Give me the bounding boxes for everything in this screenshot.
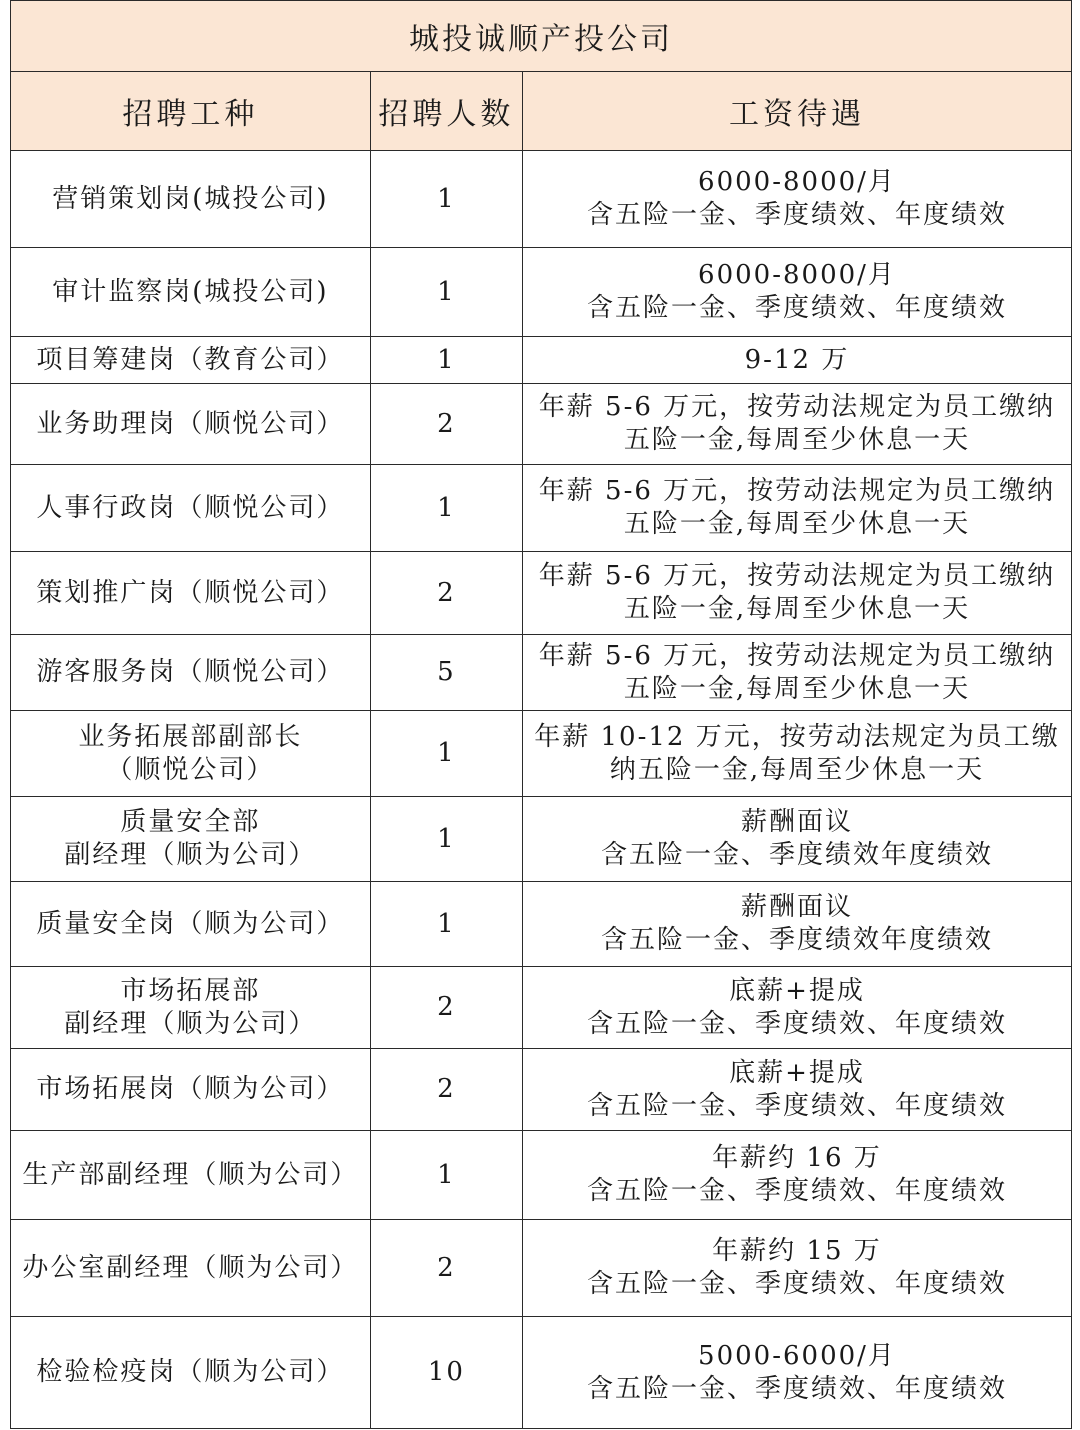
pay-line: 6000-8000/月 xyxy=(698,260,896,290)
table-row xyxy=(11,1220,1072,1317)
cell-count: 1 xyxy=(370,882,522,967)
role-line: 业务助理岗（顺悦公司） xyxy=(36,408,345,439)
cell-role xyxy=(11,882,371,967)
pay-line: 6000-8000/月 xyxy=(698,167,896,197)
pay-line: 5000-6000/月 xyxy=(698,1340,896,1371)
pay-line: 薪酬面议 xyxy=(740,807,853,837)
pay-line: 年薪 5-6 万元，按劳动法规定为员工缴纳 xyxy=(538,392,1056,422)
cell-pay xyxy=(522,711,1071,797)
cell-role xyxy=(11,711,371,797)
table-header-row xyxy=(11,72,1072,151)
cell-role xyxy=(11,248,371,337)
role-line: 业务拓展部副部长 xyxy=(78,721,303,752)
pay-line: 年薪 5-6 万元，按劳动法规定为员工缴纳 xyxy=(538,476,1056,506)
recruitment-table xyxy=(10,0,1072,1429)
cell-pay xyxy=(522,465,1071,552)
role-line: 市场拓展部 xyxy=(120,975,261,1006)
pay-line: 年薪 5-6 万元，按劳动法规定为员工缴纳 xyxy=(538,561,1056,591)
cell-role xyxy=(11,1317,371,1429)
table-title-row xyxy=(11,1,1072,72)
cell-role xyxy=(11,1131,371,1220)
table-row xyxy=(11,882,1072,967)
cell-role xyxy=(11,151,371,248)
cell-count: 2 xyxy=(370,384,522,465)
role-line: 市场拓展岗（顺为公司） xyxy=(36,1074,345,1104)
cell-pay xyxy=(522,1131,1071,1220)
cell-pay xyxy=(522,797,1071,882)
table-row xyxy=(11,248,1072,337)
pay-line: 含五险一金、季度绩效、年度绩效 xyxy=(586,293,1007,323)
cell-pay xyxy=(522,1317,1071,1429)
header-role: 招聘工种 xyxy=(11,72,371,151)
cell-count: 1 xyxy=(370,465,522,552)
role-line: 人事行政岗（顺悦公司） xyxy=(36,492,345,523)
cell-count: 1 xyxy=(370,711,522,797)
pay-line: 纳五险一金,每周至少休息一天 xyxy=(609,754,985,785)
cell-count: 1 xyxy=(370,1131,522,1220)
cell-count: 2 xyxy=(370,1220,522,1317)
cell-count: 2 xyxy=(370,552,522,635)
cell-pay xyxy=(522,384,1071,465)
cell-count: 1 xyxy=(370,797,522,882)
cell-pay xyxy=(522,248,1071,337)
pay-line: 含五险一金、季度绩效、年度绩效 xyxy=(586,200,1007,230)
pay-line: 五险一金,每周至少休息一天 xyxy=(623,594,971,624)
cell-count: 1 xyxy=(370,151,522,248)
pay-line: 五险一金,每周至少休息一天 xyxy=(623,673,971,704)
cell-role xyxy=(11,635,371,711)
header-count: 招聘人数 xyxy=(370,72,522,151)
table-row xyxy=(11,337,1072,384)
pay-line: 含五险一金、季度绩效、年度绩效 xyxy=(586,1269,1007,1299)
role-line: 检验检疫岗（顺为公司） xyxy=(36,1357,345,1387)
pay-line: 年薪 5-6 万元，按劳动法规定为员工缴纳 xyxy=(538,640,1056,671)
cell-role xyxy=(11,384,371,465)
cell-pay xyxy=(522,967,1071,1049)
pay-line: 含五险一金、季度绩效、年度绩效 xyxy=(586,1008,1007,1039)
cell-role xyxy=(11,967,371,1049)
cell-pay xyxy=(522,882,1071,967)
cell-role xyxy=(11,1220,371,1317)
table-row xyxy=(11,151,1072,248)
pay-line: 五险一金,每周至少休息一天 xyxy=(623,425,971,455)
cell-pay xyxy=(522,1049,1071,1131)
cell-count: 5 xyxy=(370,635,522,711)
cell-role xyxy=(11,1049,371,1131)
table-row xyxy=(11,465,1072,552)
cell-count: 10 xyxy=(370,1317,522,1429)
cell-count: 2 xyxy=(370,1049,522,1131)
role-line: 项目筹建岗（教育公司） xyxy=(36,344,345,375)
pay-line: 薪酬面议 xyxy=(740,892,853,922)
role-line: 营销策划岗(城投公司) xyxy=(52,183,329,214)
table-row xyxy=(11,1049,1072,1131)
table-row xyxy=(11,967,1072,1049)
pay-line: 底薪+提成 xyxy=(729,975,865,1006)
cell-pay xyxy=(522,1220,1071,1317)
cell-pay xyxy=(522,337,1071,384)
table-row xyxy=(11,552,1072,635)
cell-role xyxy=(11,797,371,882)
cell-count: 1 xyxy=(370,248,522,337)
table-row xyxy=(11,711,1072,797)
header-pay: 工资待遇 xyxy=(522,72,1071,151)
cell-count: 2 xyxy=(370,967,522,1049)
cell-pay xyxy=(522,552,1071,635)
table-row xyxy=(11,797,1072,882)
pay-line: 年薪约 16 万 xyxy=(712,1143,882,1173)
cell-role xyxy=(11,552,371,635)
role-line: 审计监察岗(城投公司) xyxy=(52,276,329,307)
table-row xyxy=(11,635,1072,711)
role-line: 策划推广岗（顺悦公司） xyxy=(36,577,345,608)
role-line: 副经理（顺为公司） xyxy=(64,840,317,870)
cell-pay xyxy=(522,151,1071,248)
pay-line: 含五险一金、季度绩效年度绩效 xyxy=(600,840,993,870)
role-line: 生产部副经理（顺为公司） xyxy=(22,1159,359,1190)
role-line: 办公室副经理（顺为公司） xyxy=(22,1252,359,1283)
pay-line: 年薪约 15 万 xyxy=(712,1236,882,1266)
pay-line: 底薪+提成 xyxy=(729,1057,865,1088)
pay-line: 含五险一金、季度绩效、年度绩效 xyxy=(586,1373,1007,1404)
pay-line: 五险一金,每周至少休息一天 xyxy=(623,509,971,539)
pay-line: 年薪 10-12 万元，按劳动法规定为员工缴 xyxy=(534,721,1060,752)
pay-line: 9-12 万 xyxy=(744,344,850,375)
pay-line: 含五险一金、季度绩效、年度绩效 xyxy=(586,1090,1007,1121)
role-line: 副经理（顺为公司） xyxy=(64,1008,317,1039)
table-row xyxy=(11,1131,1072,1220)
role-line: （顺悦公司） xyxy=(106,754,275,785)
table-row xyxy=(11,384,1072,465)
recruitment-table-container xyxy=(10,0,1072,1429)
cell-role xyxy=(11,337,371,384)
pay-line: 含五险一金、季度绩效、年度绩效 xyxy=(586,1176,1007,1206)
cell-count: 1 xyxy=(370,337,522,384)
pay-line: 含五险一金、季度绩效年度绩效 xyxy=(600,925,993,955)
cell-pay xyxy=(522,635,1071,711)
role-line: 游客服务岗（顺悦公司） xyxy=(36,657,345,687)
role-line: 质量安全岗（顺为公司） xyxy=(36,908,345,939)
cell-role xyxy=(11,465,371,552)
role-line: 质量安全部 xyxy=(120,807,261,837)
company-title: 城投诚顺产投公司 xyxy=(11,1,1072,72)
table-row xyxy=(11,1317,1072,1429)
